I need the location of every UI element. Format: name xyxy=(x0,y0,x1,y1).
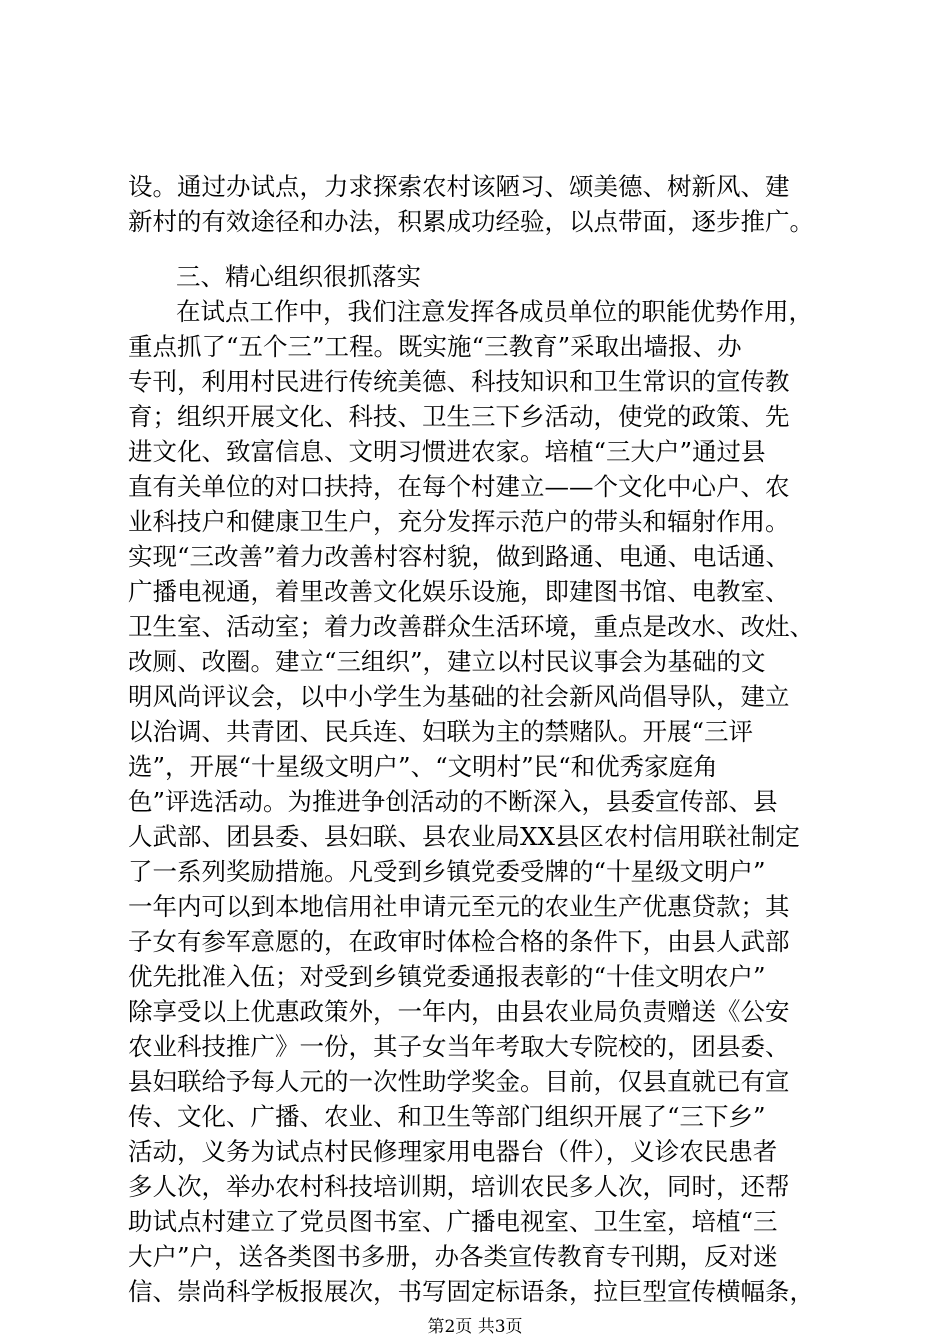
paragraph-line: 多人次，举办农村科技培训期，培训农民多人次，同时，还帮 xyxy=(128,1172,790,1201)
paragraph-line: 新村的有效途径和办法，积累成功经验，以点带面，逐步推广。 xyxy=(128,207,814,236)
paragraph-line: 进文化、致富信息、文明习惯进农家。培植“三大户”通过县 xyxy=(128,437,766,466)
paragraph-line: 传、文化、广播、农业、和卫生等部门组织开展了“三下乡” xyxy=(128,1102,766,1131)
paragraph-line: 设。通过办试点，力求探索农村该陋习、颂美德、树新风、建 xyxy=(128,172,790,201)
paragraph-line: 广播电视通，着里改善文化娱乐设施，即建图书馆、电教室、 xyxy=(128,577,790,606)
paragraph-line: 农业科技推广》一份，其子女当年考取大专院校的，团县委、 xyxy=(128,1032,790,1061)
paragraph-line: 以治调、共青团、民兵连、妇联为主的禁赌队。开展“三评 xyxy=(128,717,754,746)
page-footer: 第2页 共3页 xyxy=(427,1317,523,1337)
paragraph-line: 业科技户和健康卫生户，充分发挥示范户的带头和辐射作用。 xyxy=(128,507,790,536)
paragraph-line: 助试点村建立了党员图书室、广播电视室、卫生室，培植“三 xyxy=(128,1207,778,1236)
paragraph-line: 育；组织开展文化、科技、卫生三下乡活动，使党的政策、先 xyxy=(128,402,790,431)
paragraph-line: 一年内可以到本地信用社申请元至元的农业生产优惠贷款；其 xyxy=(128,892,790,921)
paragraph-line: 信、崇尚科学板报展次，书写固定标语条，拉巨型宣传横幅条， xyxy=(128,1277,814,1306)
paragraph-line: 专刊，利用村民进行传统美德、科技知识和卫生常识的宣传教 xyxy=(128,367,790,396)
paragraph-line: 选”，开展“十星级文明户”、“文明村”民“和优秀家庭角 xyxy=(128,752,718,781)
paragraph-line: 子女有参军意愿的，在政审时体检合格的条件下，由县人武部 xyxy=(128,927,790,956)
paragraph-line: 实现“三改善”着力改善村容村貌，做到路通、电通、电话通、 xyxy=(128,542,791,571)
paragraph-line: 活动，义务为试点村民修理家用电器台（件），义诊农民患者 xyxy=(128,1137,778,1166)
paragraph-line: 了一系列奖励措施。凡受到乡镇党委受牌的“十星级文明户” xyxy=(128,857,766,886)
paragraph-line: 除享受以上优惠政策外，一年内，由县农业局负责赠送《公安 xyxy=(128,997,790,1026)
paragraph-line: 重点抓了“五个三”工程。既实施“三教育”采取出墙报、办 xyxy=(128,332,742,361)
paragraph-line: 色”评选活动。为推进争创活动的不断深入，县委宣传部、县 xyxy=(128,787,778,816)
paragraph-line: 改厕、改圈。建立“三组织”，建立以村民议事会为基础的文 xyxy=(128,647,766,676)
paragraph-line: 直有关单位的对口扶持，在每个村建立——个文化中心户、农 xyxy=(128,472,790,501)
paragraph-line: 人武部、团县委、县妇联、县农业局XX县区农村信用联社制定 xyxy=(128,822,800,851)
paragraph-line: 优先批准入伍；对受到乡镇党委通报表彰的“十佳文明农户” xyxy=(128,962,766,991)
paragraph-line: 明风尚评议会，以中小学生为基础的社会新风尚倡导队，建立 xyxy=(128,682,790,711)
paragraph-line: 县妇联给予每人元的一次性助学奖金。目前，仅县直就已有宣 xyxy=(128,1067,790,1096)
section-heading: 三、精心组织很抓落实 xyxy=(176,262,421,291)
paragraph-line: 在试点工作中，我们注意发挥各成员单位的职能优势作用， xyxy=(176,297,813,326)
paragraph-line: 卫生室、活动室；着力改善群众生活环境，重点是改水、改灶、 xyxy=(128,612,814,641)
paragraph-line: 大户”户，送各类图书多册，办各类宣传教育专刊期，反对迷 xyxy=(128,1242,778,1271)
